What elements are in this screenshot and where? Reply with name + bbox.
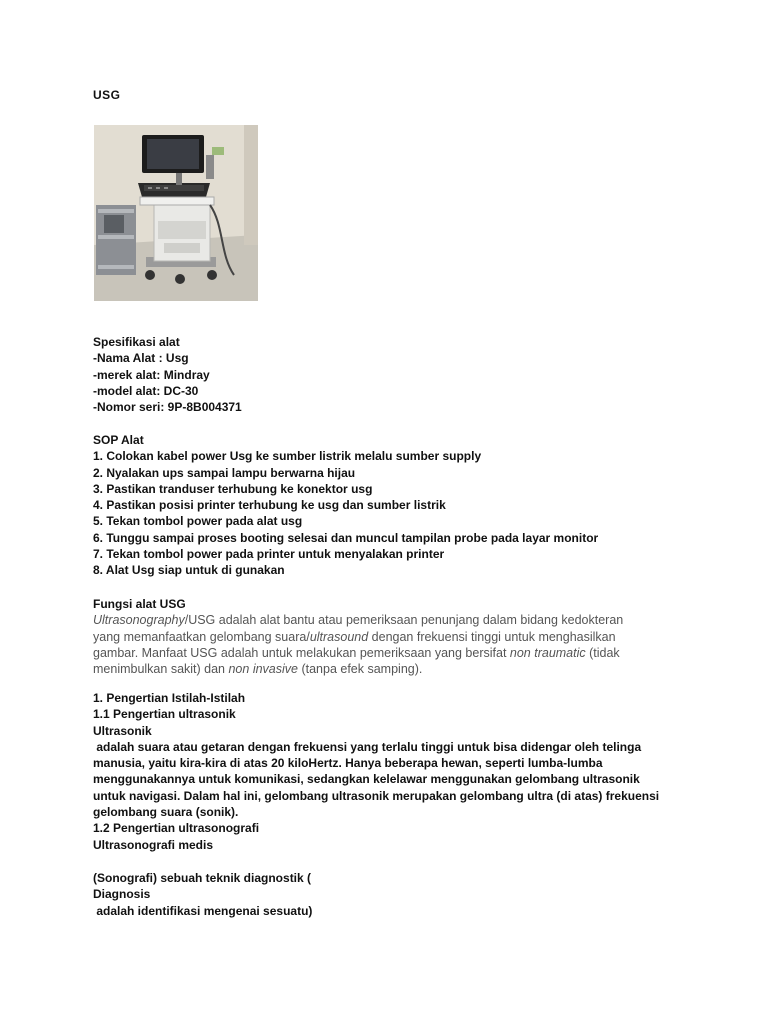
photo-illustration xyxy=(94,125,258,301)
spec-section xyxy=(93,334,693,415)
fungsi-section xyxy=(93,596,693,677)
sop-step: 3. Pastikan tranduser terhubung ke konektor usg xyxy=(93,481,373,496)
sonografi-section xyxy=(93,870,693,919)
fungsi-paragraph-line: gambar. Manfaat USG adalah untuk melakukan pemeriksaan yang bersifat non traumatic (tidak xyxy=(93,645,620,660)
term-heading: Ultrasonografi medis xyxy=(93,837,214,852)
document-title: USG xyxy=(93,88,121,102)
body-line: adalah identifikasi mengenai sesuatu) xyxy=(93,903,313,918)
body-line: gelombang suara (sonik). xyxy=(93,805,239,820)
spec-item-name: -Nama Alat : Usg xyxy=(93,351,189,366)
sop-step: 2. Nyalakan ups sampai lampu berwarna hijau xyxy=(93,465,356,480)
pengertian-section xyxy=(93,690,693,853)
body-line: (Sonografi) sebuah teknik diagnostik ( xyxy=(93,871,312,885)
sop-step: 5. Tekan tombol power pada alat usg xyxy=(93,514,303,529)
spec-heading: Spesifikasi alat xyxy=(93,335,180,349)
sop-step: 6. Tunggu sampai proses booting selesai dan muncul tampilan probe pada layar monitor xyxy=(93,530,599,545)
body-line: menggunakannya untuk komunikasi, sedangkan kelelawar menggunakan gelombang ultrasonik xyxy=(93,772,640,787)
fungsi-paragraph-line: menimbulkan sakit) dan non invasive (tanpa efek samping). xyxy=(93,662,423,677)
subsection-heading: 1.1 Pengertian ultrasonik xyxy=(93,707,236,722)
sop-step: 1. Colokan kabel power Usg ke sumber listrik melalu sumber supply xyxy=(93,449,482,464)
term-heading: Diagnosis xyxy=(93,887,151,902)
sop-heading: SOP Alat xyxy=(93,433,144,447)
spec-item-brand: -merek alat: Mindray xyxy=(93,367,210,382)
sop-step: 7. Tekan tombol power pada printer untuk menyalakan printer xyxy=(93,547,445,562)
body-line: adalah suara atau getaran dengan frekuensi yang terlalu tinggi untuk bisa didengar oleh telinga xyxy=(93,739,642,754)
term-heading: Ultrasonik xyxy=(93,723,152,738)
sop-step: 4. Pastikan posisi printer terhubung ke usg dan sumber listrik xyxy=(93,498,446,513)
sop-section xyxy=(93,432,693,579)
sop-step: 8. Alat Usg siap untuk di gunakan xyxy=(93,563,285,578)
spec-item-model: -model alat: DC-30 xyxy=(93,383,199,398)
fungsi-paragraph-line: Ultrasonography/USG adalah alat bantu atau pemeriksaan penunjang dalam bidang kedokteran xyxy=(93,613,624,628)
fungsi-paragraph-line: yang memanfaatkan gelombang suara/ultrasound dengan frekuensi tinggi untuk menghasilkan xyxy=(93,629,616,644)
body-line: manusia, yaitu kira-kira di atas 20 kiloHertz. Hanya beberapa hewan, seperti lumba-lumba xyxy=(93,756,603,771)
body-line: untuk navigasi. Dalam hal ini, gelombang ultrasonik merupakan gelombang ultra (di atas) frekuensi xyxy=(93,788,660,803)
spec-item-serial: -Nomor seri: 9P-8B004371 xyxy=(93,400,242,415)
section-heading: 1. Pengertian Istilah-Istilah xyxy=(93,691,246,705)
subsection-heading: 1.2 Pengertian ultrasonografi xyxy=(93,821,260,836)
ultrasound-machine-photo xyxy=(94,125,258,301)
fungsi-heading: Fungsi alat USG xyxy=(93,597,186,611)
